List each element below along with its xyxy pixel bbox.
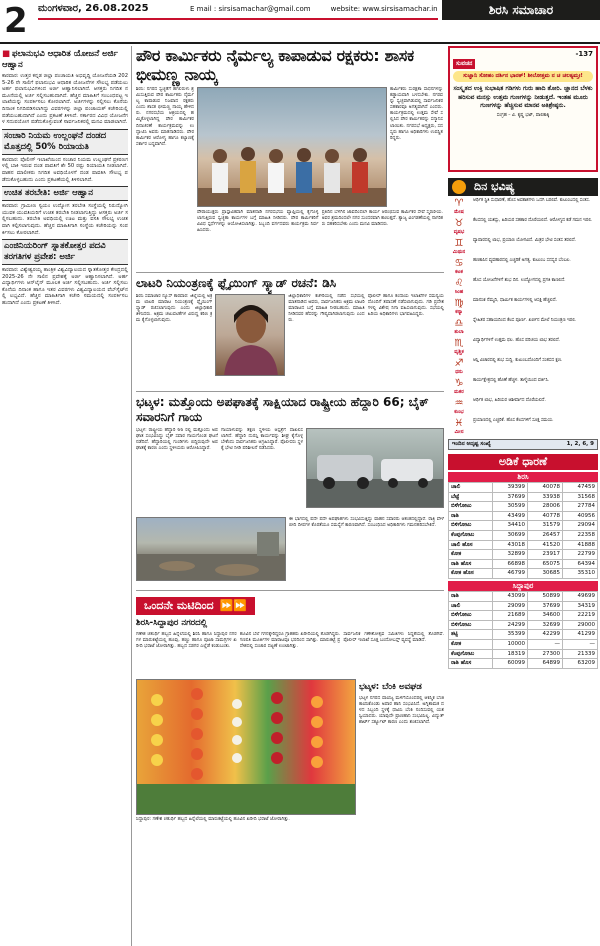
table-row (449, 483, 598, 493)
horoscope-row (448, 278, 598, 296)
price-cell: 40078 (527, 483, 562, 493)
price-cell: 33938 (527, 492, 562, 502)
variety-cell: ರಾಶಿ ಹೊಸ (449, 659, 493, 669)
left-article-2-title: ಸಂಚಾರಿ ನಿಯಮ ಉಲ್ಲಂಘನೆ ದಂಡದ ಮೊತ್ತದಲ್ಲಿ 50% ರಿಯಾಯತಿ (2, 129, 128, 155)
story2-col3: ಪೊಲೀಸ್ ಹಾಗೂ ಕಂದಾಯ ಇಲಾಖೆಗಳ ಸಮನ್ವಯದೊಂದಿಗೆ ತಪಾಸಣೆ ನಡೆಸಲಾಗುವುದು. ಗಡಿ ಪ್ರದೇಶಗಳಲ್ಲಿ ವಿಶೇಷ ನಿಗಾ ವಹಿಸಲಾಗುವುದು. ಸಭೆಯಲ್ಲಿ ಹಿರಿಯ ಅಧಿಕಾರಿಗಳು ಭಾಗವಹಿಸಿದ್ದರು. (367, 294, 444, 318)
story1-headline: ಪೌರ ಕಾರ್ಮಿಕರು ನೈರ್ಮಲ್ಯ ಕಾಪಾಡುವ ರಕ್ಷಕರು: ಶಾಸಕ ಭೀಮಣ್ಣ ನಾಯ್ಕ (136, 46, 414, 84)
price-cell: 29094 (562, 521, 597, 531)
price-cell: 32899 (492, 550, 527, 560)
variety-cell: ರಾಶಿ (449, 591, 493, 601)
zodiac-sign (448, 418, 470, 436)
bullet-icon: ■ (2, 49, 11, 59)
quote-number: -137 (575, 50, 593, 58)
price-cell: — (527, 639, 562, 649)
variety-cell: ಕೋಕ (449, 639, 493, 649)
price-cell: 50899 (527, 591, 562, 601)
table-row (449, 550, 598, 560)
zodiac-sign (448, 398, 470, 416)
road-illustration (137, 518, 286, 581)
price-cell: 43499 (492, 511, 527, 521)
table-row (449, 649, 598, 659)
price-cell: 42299 (527, 630, 562, 640)
price-cell: 63209 (562, 659, 597, 669)
price-cell: 34600 (527, 611, 562, 621)
zodiac-icon: ♑ (454, 378, 464, 389)
price-cell: 43099 (492, 591, 527, 601)
horoscope-row (448, 318, 598, 336)
zodiac-name: ತುಲಾ (454, 329, 464, 335)
horoscope-row (448, 398, 598, 416)
zodiac-sign (448, 218, 470, 236)
table-row (449, 639, 598, 649)
horoscope-text: ಹಣಕಾಸಿನ ವ್ಯವಹಾರದಲ್ಲಿ ಎಚ್ಚರಿಕೆ ಅಗತ್ಯ. ಕುಟುಂಬ ಸದಸ್ಯರ ಬೆಂಬಲ. (473, 258, 571, 263)
zodiac-icon: ♉ (454, 218, 464, 229)
horoscope-text: ಆರ್ಥಿಕ ಲಾಭ, ಹಿರಿಯರ ಆಶೀರ್ವಾದ ದೊರೆಯಲಿದೆ. (473, 398, 546, 403)
arecanut-markets (448, 472, 598, 669)
price-cell: 32699 (527, 620, 562, 630)
variety-cell: ಬಿಳಿಗೋಟು (449, 620, 493, 630)
table-row (449, 569, 598, 579)
story1-body (136, 87, 444, 269)
zodiac-icon: ♒ (454, 398, 464, 409)
story5-subhead: ಭಟ್ಕಳ: ಬೆಂಕಿ ಅವಘಡ (359, 682, 422, 692)
page-number: 2 (4, 1, 28, 41)
table-row (449, 559, 598, 569)
price-cell: 66898 (492, 559, 527, 569)
quote-box (448, 46, 598, 172)
price-cell: 18319 (492, 649, 527, 659)
divider (136, 391, 444, 392)
zodiac-sign (448, 198, 470, 216)
story2-col2: ಜಿಲ್ಲಾಧಿಕಾರಿಗಳ ಕಚೇರಿಯಲ್ಲಿ ನಡೆದ ಸಭೆಯಲ್ಲಿ ಮಾತನಾಡಿದ ಅವರು, ಸಾರ್ವಜನಿಕರು ಅಕ್ರಮ ಲಾಟರಿ ಮಾರಾಟದ ಬಗ್ಗೆ ಮಾಹಿತಿ ನೀಡಬಹುದು. ಮಾಹಿತಿ ನೀಡಿದವರ ಹೆಸರನ್ನು ಗೌಪ್ಯವಾಗಿಡಲಾಗುವುದು ಎಂದರು. (288, 294, 365, 324)
story4-body-top (136, 632, 444, 676)
horoscope-text: ವ್ಯಾಪಾರದಲ್ಲಿ ಲಾಭ, ಪ್ರಯಾಣ ಯೋಗವಿದೆ. ಮಿತ್ರರ ಭೇಟಿ ಸಂತಸ ತರಲಿದೆ. (473, 238, 577, 243)
variety-cell: ಬಿಳಿಗೋಟು (449, 521, 493, 531)
price-cell: 31568 (562, 492, 597, 502)
zodiac-name: ಮೇಷ (454, 209, 464, 215)
horoscope-row (448, 238, 598, 256)
story3-col3: ಈ ಭಾಗದಲ್ಲಿ ಪದೇ ಪದೇ ಅಪಘಾತಗಳು ಸಂಭವಿಸುತ್ತಿದ್ದು ವಾಹನ ಸವಾರರು ಆತಂಕದಲ್ಲಿದ್ದಾರೆ. ರಾತ್ರಿ ವೇಳೆ ಬೀದಿ ದೀಪಗಳ ಕೊರತೆಯೂ ಸಮಸ್ಯೆಗೆ ಕಾರಣವಾಗಿದೆ. ಸಂಬಂಧಿಸಿದ ಅಧಿಕಾರಿಗಳು ಗಮನಹರಿಸಬೇಕಿದೆ. (289, 517, 444, 529)
table-row (449, 591, 598, 601)
horoscope-text: ಹೊಸ ಯೋಜನೆಗಳಿಗೆ ಶುಭ ದಿನ. ಉದ್ಯೋಗದಲ್ಲಿ ಪ್ರಗತಿ ಕಾಣಲಿದೆ. (473, 278, 566, 283)
table-row (449, 659, 598, 669)
left-article-4-title: ಎಂಜಿನಿಯರಿಂಗ್ ಸ್ನಾತಕೋತ್ತರ ಪದವಿ ತರಗತಿಗಳ ಪ್ರವೇಶ: ಅರ್ಜಿ (2, 239, 128, 265)
price-cell: 34410 (492, 521, 527, 531)
price-cell: 35399 (492, 630, 527, 640)
masthead-brand: ಶಿರಸಿ ಸಮಾಚಾರ (442, 0, 600, 20)
story4-col2: ಹೂವಿನ ಬೆಲೆ ಗಗನಕ್ಕೇರಿದ್ದರೂ ಗ್ರಾಹಕರು ಖರೀದಿಯಲ್ಲಿ ತೊಡಗಿದ್ದರು. ಗಣಪತಿ ಮೂರ್ತಿಗಳ ಮಾರಾಟವೂ ಭರದಿಂದ ಸಾಗಿತ್ತು. ಮಾರುಕಟ್ಟೆ ಪ್ರದೇಶದಲ್ಲಿ ಸಂಚಾರ ದಟ್ಟಣೆ ಉಂಟಾಗಿತ್ತು. (239, 632, 341, 650)
price-cell: 40778 (527, 511, 562, 521)
left-article-2-body: ಕಾರವಾರ: ಪೊಲೀಸ್ ಇಲಾಖೆಯಿಂದ ಸಂಚಾರ ನಿಯಮ ಉಲ್ಲಂಘನೆ ಪ್ರಕರಣಗಳಲ್ಲಿ ಬಾಕಿ ಇರುವ ದಂಡ ಪಾವತಿಗೆ ಶೇ 50 ರಷ್ಟು ರಿಯಾಯತಿ ನೀಡಲಾಗಿದೆ. ವಾಹನ ಮಾಲೀಕರು ನಿಗದಿತ ಅವಧಿಯೊಳಗೆ ದಂಡ ಪಾವತಿಸಿ ಸೌಲಭ್ಯ ಪಡೆದುಕೊಳ್ಳಬಹುದು ಎಂದು ಪ್ರಕಟಣೆಯಲ್ಲಿ ತಿಳಿಸಲಾಗಿದೆ. (2, 156, 128, 183)
table-row (449, 530, 598, 540)
story1-col2: ಕಾರ್ಮಿಕರು ಸುರಕ್ಷತಾ ಸಾಧನಗಳನ್ನು ಕಡ್ಡಾಯವಾಗಿ ಬಳಸಬೇಕು. ನಗರವನ್ನು ಸ್ವಚ್ಛವಾಗಿಡುವಲ್ಲಿ ಸಾರ್ವಜನಿಕರ ಸಹಕಾರವೂ ಅಗತ್ಯವಾಗಿದೆ ಎಂದರು. ಕಾರ್ಯಕ್ರಮದಲ್ಲಿ ಉತ್ತಮ ಸೇವೆ ಸಲ್ಲಿಸಿದ ಪೌರ ಕಾರ್ಮಿಕರನ್ನು ಸನ್ಮಾನಿಸಲಾಯಿತು. ನಗರಸಭೆ ಅಧ್ಯಕ್ಷರು, ಸದಸ್ಯರು ಹಾಗೂ ಅಧಿಕಾರಿಗಳು ಉಪಸ್ಥಿತರಿದ್ದರು. (390, 87, 443, 141)
accident-photo (306, 428, 444, 508)
dc-portrait-photo (215, 294, 285, 376)
horoscope-row (448, 258, 598, 276)
price-cell: 64394 (562, 559, 597, 569)
left-article-1-title (2, 49, 128, 71)
zodiac-sign (448, 298, 470, 316)
variety-cell: ಚಾಲಿ (449, 483, 493, 493)
story1-col3: ಪೌರಾಯುಕ್ತರು ಪ್ರಾಸ್ತಾವಿಕವಾಗಿ ಮಾತನಾಡಿ ನಗರಸಭೆಯ ವ್ಯಾಪ್ತಿಯಲ್ಲಿ ಕೈಗೊಳ್ಳಲಾಗುತ್ತಿರುವ ಸ್ವಚ್ಛತಾ ಕಾರ್ಯಗಳ ಬಗ್ಗೆ ಮಾಹಿತಿ ನೀಡಿದರು. ಪೌರ ಕಾರ್ಮಿಕರಿಗೆ ವಿವಿಧ ಸ್ಪರ್ಧೆಗಳನ್ನು ಆಯೋಜಿಸಲಾಗಿತ್ತು. ಸಿಬ್ಬಂದಿ ವರ್ಗದವರು ಕಾರ್ಯಕ್ರಮ ನಿರ್ವಹಿಸಿದರು. (197, 210, 319, 234)
horoscope-row (448, 218, 598, 236)
table-row (449, 611, 598, 621)
horoscope-text: ಆರ್ಥಿಕ ಸ್ಥಿತಿ ಸುಧಾರಣೆ, ಹೊಸ ಅವಕಾಶಗಳು ಒದಗಿ ಬರಲಿವೆ. ಕುಟುಂಬದಲ್ಲಿ ಸಂತಸ. (473, 198, 591, 203)
story3-headline: ಭಟ್ಕಳ: ಮತ್ತೊಂದು ಅಪಘಾತಕ್ಕೆ ಸಾಕ್ಷಿಯಾದ ರಾಷ್ಟ್ರೀಯ ಹೆದ್ದಾರಿ 66; ಬೈಕ್ ಸವಾರನಿಗೆ ಗಾಯ (136, 395, 429, 424)
story1-right (197, 87, 443, 269)
left-article-1-title-text: ಫಲಾನುಭವಿ ಆಧಾರಿತ ಯೋಜನೆ ಅರ್ಜಿ ಆಹ್ವಾನ (2, 49, 118, 70)
price-cell: 41888 (562, 540, 597, 550)
price-cell: 28006 (527, 502, 562, 512)
zodiac-name: ಕಟಕ (455, 269, 463, 275)
table-row (449, 502, 598, 512)
price-cell: 65075 (527, 559, 562, 569)
table-row (449, 630, 598, 640)
main-column (136, 46, 444, 946)
zodiac-name: ಸಿಂಹ (454, 289, 464, 295)
price-cell: 22219 (562, 611, 597, 621)
zodiac-icon: ♏ (454, 338, 464, 349)
horoscope-text: ಕಾರ್ಯಕ್ಷೇತ್ರದಲ್ಲಿ ಹೊಣೆ ಹೆಚ್ಚಳ. ತಾಳ್ಮೆಯಿಂದ ವರ್ತಿಸಿ. (473, 378, 550, 383)
story2-col1: ಶಿರಸಿ ಸಮಾಚಾರ ನ್ಯೂಸ್ ಕಾರವಾರ: ಜಿಲ್ಲೆಯಲ್ಲಿ ಅಕ್ರಮ ಲಾಟರಿ ಮಾರಾಟ ನಿಯಂತ್ರಣಕ್ಕೆ ಫ್ಲೈಯಿಂಗ್ ಸ್ಕ್ವಾಡ್ ರಚಿಸಲಾಗುವುದು ಎಂದು ಜಿಲ್ಲಾಧಿಕಾರಿ ತಿಳಿಸಿದರು. ಅಕ್ರಮ ಚಟುವಟಿಕೆಗಳ ವಿರುದ್ಧ ಕಠಿಣ ಕ್ರಮ ಕೈಗೊಳ್ಳಲಾಗುವುದು. (136, 294, 213, 324)
price-cell: 21689 (492, 611, 527, 621)
zodiac-name: ವೃಶ್ಚಿಕ (454, 349, 464, 355)
variety-cell: ಕೋಕ (449, 550, 493, 560)
horoscope-text: ವಿದ್ಯಾರ್ಥಿಗಳಿಗೆ ಉತ್ತಮ ಫಲ. ಹೊಸ ಪರಿಚಯ ಲಾಭ ತರಲಿದೆ. (473, 338, 561, 343)
fast-forward-icon: ⏩⏩ (219, 599, 248, 612)
horoscope-text: ಆಸ್ತಿ ವಿಚಾರದಲ್ಲಿ ಶುಭ ಸುದ್ದಿ. ಕುಟುಂಬದೊಂದಿಗೆ ಸಂತಸದ ಕ್ಷಣ. (473, 358, 563, 363)
meeting-people-illustration (198, 136, 387, 206)
zodiac-name: ಮೀನ (454, 429, 464, 435)
story2-headline: ಲಾಟರಿ ನಿಯಂತ್ರಣಕ್ಕೆ ಫ್ಲೈಯಿಂಗ್ ಸ್ಕ್ವಾಡ್ ರಚನೆ: ಡಿಸಿ (136, 276, 337, 290)
divider (136, 272, 444, 273)
price-cell: 39399 (492, 483, 527, 493)
table-row (449, 511, 598, 521)
left-article-4-body: ಕಾರವಾರ: ವಿಶ್ವೇಶ್ವರಯ್ಯ ತಾಂತ್ರಿಕ ವಿಶ್ವವಿದ್ಯಾಲಯದ ಸ್ನಾತಕೋತ್ತರ ಕೇಂದ್ರದಲ್ಲಿ 2025-26 ನೇ ಸಾಲಿನ ಪ್ರವೇಶಕ್ಕೆ ಅರ್ಜಿ ಆಹ್ವಾನಿಸಲಾಗಿದೆ. ಅರ್ಹ ವಿದ್ಯಾರ್ಥಿಗಳು ಆನ್‌ಲೈನ್ ಮೂಲಕ ಅರ್ಜಿ ಸಲ್ಲಿಸಬಹುದು. ಅರ್ಜಿ ಸಲ್ಲಿಸಲು ಕೊನೆಯ ದಿನಾಂಕ ಹಾಗೂ ಇತರ ವಿವರಗಳು ವಿಶ್ವವಿದ್ಯಾಲಯದ ವೆಬ್‌ಸೈಟ್‌ನಲ್ಲಿ ಲಭ್ಯವಿದೆ. ಹೆಚ್ಚಿನ ಮಾಹಿತಿಗಾಗಿ ಕಚೇರಿ ಸಮಯದಲ್ಲಿ ಸಂಪರ್ಕಿಸಬಹುದಾಗಿದೆ ಎಂದು ಪ್ರಕಟಣೆ ತಿಳಿಸಿದೆ. (2, 267, 128, 307)
zodiac-icon: ♐ (454, 358, 464, 369)
price-cell: 41520 (527, 540, 562, 550)
page-header (0, 0, 600, 44)
variety-cell: ಕೆಂಪುಗೋಟು (449, 649, 493, 659)
story3-col2: ಗಾಯಾಳುವನ್ನು ತಕ್ಷಣ ಸ್ಥಳೀಯ ಆಸ್ಪತ್ರೆಗೆ ದಾಖಲಿಸಲಾಗಿದೆ. ಹೆದ್ದಾರಿ ದುರಸ್ತಿ ಕಾರ್ಯವನ್ನು ಶೀಘ್ರ ಕೈಗೊಳ್ಳಬೇಕೆಂದು ಸಾರ್ವಜನಿಕರು ಆಗ್ರಹಿಸಿದ್ದಾರೆ. ಪೊಲೀಸರು ಸ್ಥಳಕ್ಕೆ ಭೇಟಿ ನೀಡಿ ಪರಿಶೀಲನೆ ನಡೆಸಿದರು. (221, 428, 303, 452)
horoscope-list (448, 198, 598, 436)
story-highway-accident (136, 395, 444, 587)
story4-col1: ಗಣೇಶ ಚತುರ್ಥಿ ಹಬ್ಬದ ಹಿನ್ನೆಲೆಯಲ್ಲಿ ಶಿರಸಿ ಹಾಗೂ ಸಿದ್ದಾಪುರ ನಗರಗಳ ಮಾರುಕಟ್ಟೆಯಲ್ಲಿ ಹೂವು, ಹಣ್ಣು ಹಾಗೂ ಪೂಜಾ ಸಾಮಗ್ರಿಗಳ ಖರೀದಿ ಭರಾಟೆ ಜೋರಾಗಿತ್ತು. ಹಬ್ಬದ ಸಡಗರ ಎಲ್ಲೆಡೆ ಕಂಡುಬಂತು. (136, 632, 237, 650)
zodiac-name: ವೃಷಭ (453, 229, 465, 235)
price-cell: 26457 (527, 530, 562, 540)
price-cell: 31579 (527, 521, 562, 531)
horoscope-text: ಕೆಲಸದಲ್ಲಿ ಯಶಸ್ಸು, ಹಿರಿಯರ ಸಹಕಾರ ದೊರೆಯಲಿದೆ. ಆರೋಗ್ಯದ ಕಡೆ ಗಮನ ಇರಲಿ. (473, 218, 593, 223)
price-cell: 22799 (562, 550, 597, 560)
quote-bubble: ಸುಜ್ಞಾನಿ ಸೋಹಂ ದರ್ಶಿನ ಭಾರತ್! ಶೀಲೋತ್ತಮ ನ ಚ ಚಲತ್ಯಮ್ತಃ! (453, 71, 593, 82)
price-cell: 46799 (492, 569, 527, 579)
story3-col1: ಭಟ್ಕಳ: ರಾಷ್ಟ್ರೀಯ ಹೆದ್ದಾರಿ 66 ರಲ್ಲಿ ಮತ್ತೊಂದು ಅಪಘಾತ ಸಂಭವಿಸಿದ್ದು ಬೈಕ್ ಸವಾರ ಗಾಯಗೊಂಡ ಘಟನೆ ನಡೆದಿದೆ. ಹೆದ್ದಾರಿಯಲ್ಲಿ ಗುಂಡಿಗಳು ಬಿದ್ದಿರುವುದೇ ಅಪಘಾತಕ್ಕೆ ಕಾರಣ ಎಂದು ಸ್ಥಳೀಯರು ಆರೋಪಿಸಿದ್ದಾರೆ. (136, 428, 218, 452)
table-row (449, 540, 598, 550)
price-cell: 10000 (492, 639, 527, 649)
quote-body: ಸಂಸ್ಕೃತದ ಉಕ್ತಿ ಸುಭಾಷಿತ ಗಡಿಗಳು ಗುರು ಹಾದಿ ತೋರಿ. ಜ್ಞಾನದ ಬೆಳಕು ಹರಿಸುವ ಮನಸ್ಸು ಉತ್ತಮ ಗುಣಗಳನ್ನು ನೀಡುತ್ತದೆ. ಇಂತಹ ಮೂರು ಗುಣಗಳನ್ನು ಹೆಚ್ಚಿಸುವ ಮಾನವ ಅತಿಶ್ರೇಷ್ಠನು. (453, 85, 593, 109)
price-cell: 37699 (527, 601, 562, 611)
price-cell: 41299 (562, 630, 597, 640)
zodiac-name: ಕುಂಭ (454, 409, 464, 415)
issue-date: ಮಂಗಳವಾರ, 26.08.2025 (38, 3, 149, 14)
zodiac-sign (448, 378, 470, 396)
variety-cell: ಕೋಕ ಹೊಸ (449, 569, 493, 579)
horoscope-row (448, 298, 598, 316)
price-cell: 49699 (562, 591, 597, 601)
horoscope-title: ದಿನ ಭವಿಷ್ಯ (474, 180, 515, 193)
divider (136, 590, 444, 591)
left-article-3-body: ಕಾರವಾರ: ಗ್ರಾಮೀಣ ಸ್ವಯಂ ಉದ್ಯೋಗ ತರಬೇತಿ ಸಂಸ್ಥೆಯಲ್ಲಿ ನಿರುದ್ಯೋಗಿ ಯುವಕ ಯುವತಿಯರಿಗೆ ಉಚಿತ ತರಬೇತಿ ನೀಡಲಾಗುತ್ತಿದ್ದು ಆಸಕ್ತರು ಅರ್ಜಿ ಸಲ್ಲಿಸಬಹುದು. ತರಬೇತಿ ಅವಧಿಯಲ್ಲಿ ಊಟ ಮತ್ತು ವಸತಿ ಸೌಲಭ್ಯ ಉಚಿತವಾಗಿ ಕಲ್ಪಿಸಲಾಗುವುದು. ಹೆಚ್ಚಿನ ಮಾಹಿತಿಗಾಗಿ ಸಂಸ್ಥೆಯ ಕಚೇರಿಯನ್ನು ಸಂಪರ್ಕಿಸಲು ಕೋರಲಾಗಿದೆ. (2, 203, 128, 236)
price-cell: 43018 (492, 540, 527, 550)
price-cell: 27300 (527, 649, 562, 659)
continued-ribbon (136, 597, 255, 615)
zodiac-icon: ♍ (454, 298, 464, 309)
header-rule (38, 18, 438, 20)
table-row (449, 521, 598, 531)
contact-line (190, 2, 438, 16)
left-column (2, 46, 132, 946)
variety-cell: ಚಾಲಿ ಹೊಸ (449, 540, 493, 550)
market-name: ಸಿದ್ದಾಪುರ (448, 581, 598, 591)
left-article-3-title: ಉಚಿತ ತರಬೇತಿ: ಅರ್ಜಿ ಆಹ್ವಾನ (2, 186, 128, 201)
story-lottery (136, 276, 444, 388)
price-cell: 47459 (562, 483, 597, 493)
story1-col4: ಪ್ರತಿದಿನ ಬೆಳಗಿನ ಜಾವದಿಂದಲೇ ಕಾರ್ಯ ಆರಂಭಿಸುವ ಕಾರ್ಮಿಕರ ಸೇವೆ ಸ್ಮರಣೀಯ. ಅವರ ಶ್ರಮದಿಂದಲೇ ನಗರ ಸುಂದರವಾಗಿ ಕಾಣುತ್ತದೆ. ತ್ಯಾಜ್ಯ ವಿಂಗಡಣೆಯಲ್ಲಿ ನಾಗರಿಕರು ಸಹಕರಿಸಬೇಕು ಎಂದು ಮನವಿ ಮಾಡಿದರು. (321, 210, 443, 228)
zodiac-icon: ♌ (454, 278, 464, 289)
price-cell: 30599 (492, 502, 527, 512)
arecanut-rates-header: ಅಡಿಕೆ ಧಾರಣೆ (448, 454, 598, 470)
story2-body (136, 294, 444, 388)
flower-garlands-illustration (137, 680, 356, 815)
zodiac-icon: ♋ (454, 258, 464, 269)
price-cell: 35310 (562, 569, 597, 579)
variety-cell: ಬಿಳೆಗೋಟು (449, 502, 493, 512)
zodiac-sign (448, 358, 470, 376)
lucky-label: ಇಂದಿನ ಅದೃಷ್ಟ ಸಂಖ್ಯೆ (452, 441, 491, 447)
horoscope-row (448, 378, 598, 396)
price-table (448, 482, 598, 579)
zodiac-name: ಮಕರ (454, 389, 464, 395)
price-cell: 29099 (492, 601, 527, 611)
variety-cell: ತಟ್ಟಿ (449, 630, 493, 640)
zodiac-sign (448, 258, 470, 276)
horoscope-text: ಪ್ರಯಾಣದಲ್ಲಿ ಎಚ್ಚರಿಕೆ. ಹೊಸ ಕೆಲಸಗಳಿಗೆ ಸೂಕ್ತ ಸಮಯ. (473, 418, 554, 423)
horoscope-row (448, 198, 598, 216)
right-column (448, 46, 598, 946)
flower-market-photo (136, 679, 356, 815)
zodiac-sign (448, 238, 470, 256)
price-cell: 29000 (562, 620, 597, 630)
zodiac-icon: ♈ (454, 198, 464, 209)
zodiac-icon: ♎ (454, 318, 464, 329)
continued-ribbon-label: ಒಂದನೇ ಮಟಿದಿಂದ (144, 599, 214, 612)
price-cell: 40956 (562, 511, 597, 521)
price-table (448, 591, 598, 669)
table-row (449, 601, 598, 611)
zodiac-name: ಧನು (455, 369, 463, 375)
sun-icon (452, 180, 466, 194)
portrait-illustration (216, 295, 285, 376)
lucky-number-bar (448, 439, 598, 450)
zodiac-icon: ♓ (454, 418, 464, 429)
price-cell: 60099 (492, 659, 527, 669)
price-cell: 30685 (527, 569, 562, 579)
price-cell: 37699 (492, 492, 527, 502)
price-cell: 22358 (562, 530, 597, 540)
zodiac-sign (448, 338, 470, 356)
vehicles-illustration (307, 429, 444, 508)
variety-cell: ಕೆಂಪುಗೋಟು (449, 530, 493, 540)
zodiac-name: ಕನ್ಯಾ (455, 309, 463, 315)
price-cell: 21339 (562, 649, 597, 659)
market-name: ಶಿರಸಿ (448, 472, 598, 482)
horoscope-text: ಸ್ನೇಹಿತರ ಸಹಾಯದಿಂದ ಕೆಲಸ ಪೂರ್ಣ. ಖರ್ಚಿನ ಮೇಲೆ ನಿಯಂತ್ರಣ ಇರಲಿ. (473, 318, 577, 323)
table-row (449, 620, 598, 630)
flower-market-figure (136, 679, 356, 823)
left-article-1-body: ಕಾರವಾರ: ಉತ್ತರ ಕನ್ನಡ ಜಿಲ್ಲಾ ಪಂಚಾಯತಿ ಅಭಿವೃದ್ಧಿ ಯೋಜನೆಯಡಿ 2025-26 ನೇ ಸಾಲಿಗೆ ಫಲಾನುಭವಿ ಆಧಾರಿತ ಯೋಜನೆಗಳ ಸೌಲಭ್ಯ ಪಡೆಯಲು ಅರ್ಹ ಫಲಾನುಭವಿಗಳಿಂದ ಅರ್ಜಿ ಆಹ್ವಾನಿಸಲಾಗಿದೆ. ಆಸಕ್ತರು ನಿಗದಿತ ನಮೂನೆಯಲ್ಲಿ ಅರ್ಜಿ ಸಲ್ಲಿಸಬಹುದಾಗಿದೆ. ಹೆಚ್ಚಿನ ಮಾಹಿತಿಗೆ ಸಂಬಂಧಪಟ್ಟ ಇಲಾಖೆಯನ್ನು ಸಂಪರ್ಕಿಸಲು ಕೋರಲಾಗಿದೆ. ಅರ್ಜಿಗಳನ್ನು ಸಲ್ಲಿಸಲು ಕೊನೆಯ ದಿನಾಂಕ ನಿಗದಿಪಡಿಸಲಾಗಿದ್ದು ವಿವರಗಳನ್ನು ಜಿಲ್ಲಾ ಪಂಚಾಯತ್ ಕಚೇರಿಯಲ್ಲಿ ಪಡೆಯಬಹುದಾಗಿದೆ ಎಂದು ಪ್ರಕಟಣೆ ತಿಳಿಸಿದೆ. ಸರ್ಕಾರದ ವಿವಿಧ ಯೋಜನೆಗಳ ಸದುಪಯೋಗ ಪಡೆದುಕೊಳ್ಳುವಂತೆ ಸಾರ್ವಜನಿಕರಲ್ಲಿ ಮನವಿ ಮಾಡಲಾಗಿದೆ. (2, 73, 128, 126)
story4-subhead: ಶಿರಸಿ-ಸಿದ್ದಾಪುರ ನಗರದಲ್ಲಿ (136, 618, 208, 628)
email-text: E mail : sirsisamachar@gmail.com (190, 5, 311, 13)
variety-cell: ರಾಶಿ (449, 511, 493, 521)
variety-cell: ರಾಶಿ ಹೊಸ (449, 559, 493, 569)
lucky-numbers: 1, 2, 6, 9 (566, 441, 594, 447)
quote-credit: ಸಂಗ್ರಹ – ವಿ. ಕೃಷ್ಣ ಭಟ್, ಪಾಲಿಕಾಕ್ಕಿ (496, 112, 550, 118)
horoscope-header (448, 178, 598, 196)
horoscope-row (448, 338, 598, 356)
variety-cell: ಚಾಲಿ (449, 601, 493, 611)
horoscope-row (448, 418, 598, 436)
zodiac-icon: ♊ (454, 238, 464, 249)
story4-col3: ಸಾರ್ವಜನಿಕ ಗಣೇಶೋತ್ಸವ ಸಮಿತಿಗಳು ಸಿದ್ಧತೆಯಲ್ಲಿ ತೊಡಗಿವೆ. ಪೊಲೀಸ್ ಇಲಾಖೆ ಸೂಕ್ತ ಬಂದೋಬಸ್ತ್ ವ್ಯವಸ್ಥೆ ಮಾಡಿದೆ. (343, 632, 444, 644)
price-cell: 27784 (562, 502, 597, 512)
price-cell: 34319 (562, 601, 597, 611)
price-cell: 24299 (492, 620, 527, 630)
story5-body: ಭಟ್ಕಳ ನಗರದ ವಾಣಿಜ್ಯ ಮಳಿಗೆಯೊಂದರಲ್ಲಿ ಆಕಸ್ಮಿಕ ಬೆಂಕಿ ಕಾಣಿಸಿಕೊಂಡು ಅಪಾರ ಹಾನಿ ಸಂಭವಿಸಿದೆ. ಅಗ್ನಿಶಾಮಕ ದಳದ ಸಿಬ್ಬಂದಿ ಸ್ಥಳಕ್ಕೆ ಧಾವಿಸಿ ಬೆಂಕಿ ನಂದಿಸುವಲ್ಲಿ ಯಶಸ್ವಿಯಾದರು. ಯಾವುದೇ ಪ್ರಾಣಹಾನಿ ಸಂಭವಿಸಿಲ್ಲ. ವಿದ್ಯುತ್ ಶಾರ್ಟ್ ಸರ್ಕ್ಯೂಟ್ ಕಾರಣ ಎಂದು ಶಂಕಿಸಲಾಗಿದೆ. (359, 696, 444, 726)
price-cell: — (562, 639, 597, 649)
story-civic-workers (136, 46, 444, 269)
price-cell: 64899 (527, 659, 562, 669)
zodiac-name: ಮಿಥುನ (452, 249, 466, 255)
price-cell: 23917 (527, 550, 562, 560)
table-row (449, 492, 598, 502)
price-cell: 30699 (492, 530, 527, 540)
website-text: website: www.sirsisamachar.in (330, 5, 438, 13)
story3-body (136, 428, 444, 514)
horoscope-text: ಮಾನಸಿಕ ನೆಮ್ಮದಿ, ಧಾರ್ಮಿಕ ಕಾರ್ಯಗಳಲ್ಲಿ ಆಸಕ್ತಿ ಹೆಚ್ಚಲಿದೆ. (473, 298, 558, 303)
horoscope-row (448, 358, 598, 376)
quote-tag: ಸುವಚನ (453, 59, 475, 69)
zodiac-sign (448, 278, 470, 296)
meeting-photo (197, 87, 387, 207)
variety-cell: ಬಿಳೆಗೋಟು (449, 611, 493, 621)
highway-photo (136, 517, 286, 581)
zodiac-sign (448, 318, 470, 336)
story1-col1: ಶಿರಸಿ: ನಗರದ ಸ್ವಚ್ಛತೆಗೆ ಹಗಲಿರುಳು ಶ್ರಮಿಸುತ್ತಿರುವ ಪೌರ ಕಾರ್ಮಿಕರು ನೈರ್ಮಲ್ಯ ಕಾಪಾಡುವ ನಿಜವಾದ ರಕ್ಷಕರು ಎಂದು ಶಾಸಕ ಭೀಮಣ್ಣ ನಾಯ್ಕ ಹೇಳಿದರು. ನಗರಸಭೆಯ ಆಶ್ರಯದಲ್ಲಿ ಹಮ್ಮಿಕೊಳ್ಳಲಾಗಿದ್ದ ಪೌರ ಕಾರ್ಮಿಕರ ದಿನಾಚರಣೆ ಕಾರ್ಯಕ್ರಮವನ್ನು ಉದ್ಘಾಟಿಸಿ ಅವರು ಮಾತನಾಡಿದರು. ಪೌರ ಕಾರ್ಮಿಕರ ಆರೋಗ್ಯ ಹಾಗೂ ಕಲ್ಯಾಣಕ್ಕೆ ಸರ್ಕಾರ ಬದ್ಧವಾಗಿದೆ. (136, 87, 194, 147)
flower-photo-caption: ಸಿದ್ದಾಪುರ: ಗಣೇಶ ಚತುರ್ಥಿ ಹಬ್ಬದ ಹಿನ್ನೆಲೆಯಲ್ಲಿ ಮಾರುಕಟ್ಟೆಯಲ್ಲಿ ಹೂವಿನ ಖರೀದಿ ಭರಾಟೆ ಜೋರಾಗಿತ್ತು. (136, 817, 290, 822)
variety-cell: ಬೆಟ್ಟೆ (449, 492, 493, 502)
story-continued (136, 594, 444, 823)
